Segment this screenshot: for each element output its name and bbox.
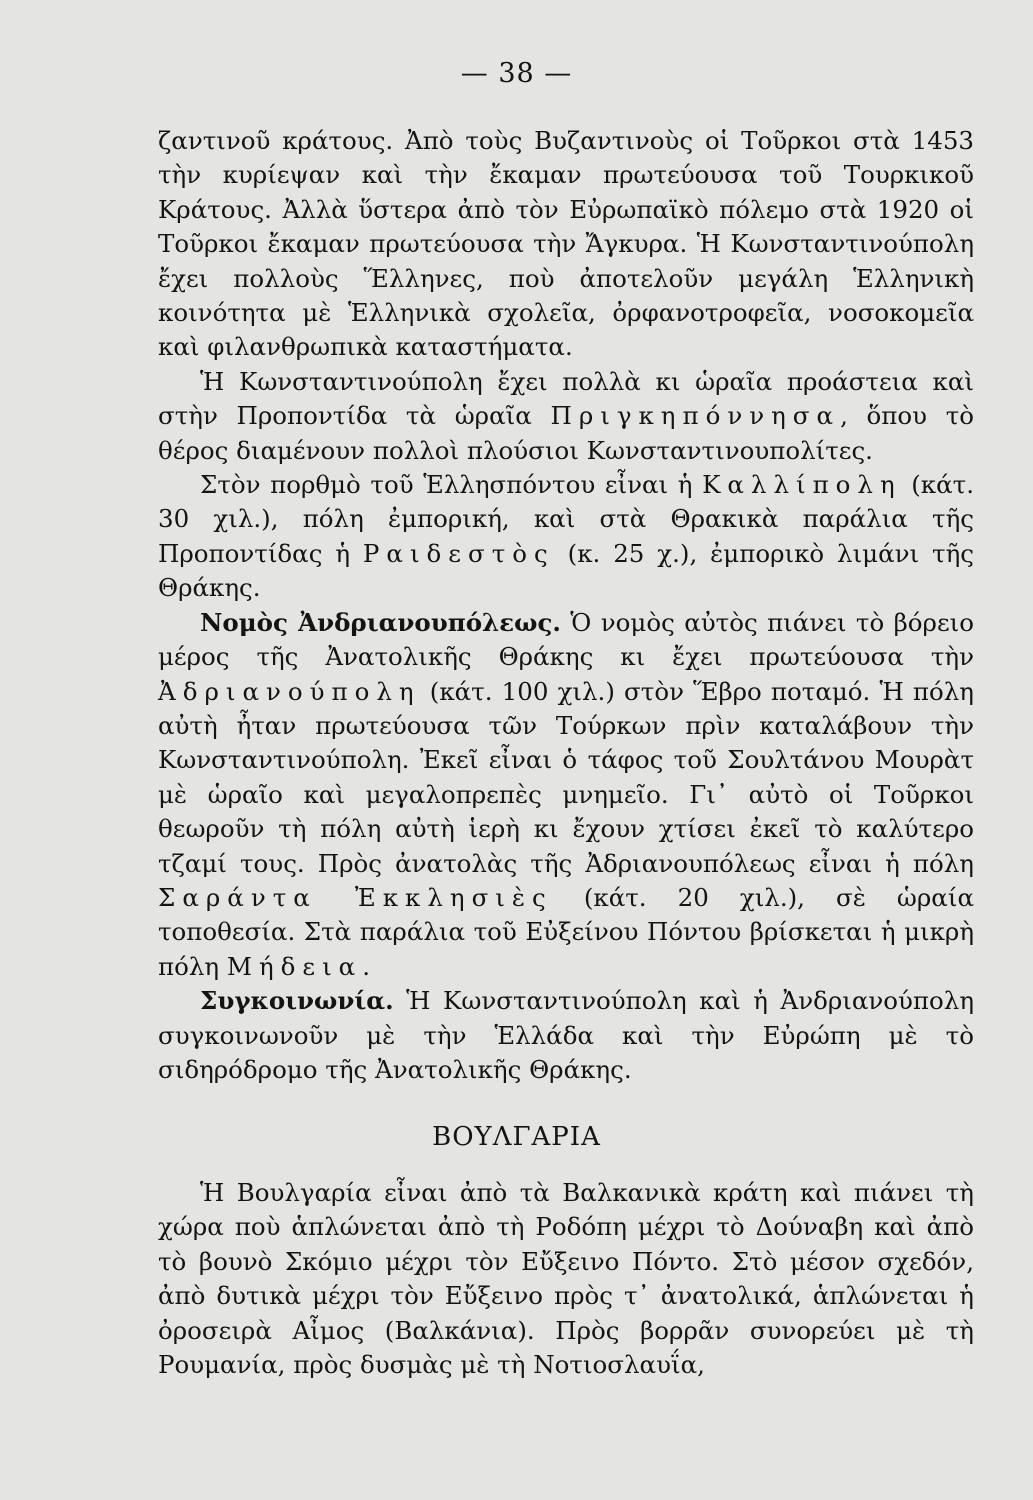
place-name-prigkiponnisa: Πριγκηπόννησα <box>550 401 841 431</box>
paragraph-communication <box>158 984 974 1087</box>
text-span: Ὁ νομὸς αὐτὸς πιάνει τὸ βόρειο μέρος τῆς Ἀνατολικῆς Θράκης κι ἔχει πρωτεύουσα τὴν <box>158 607 974 672</box>
text-span: (κάτ. 30 χιλ.), πόλη ἐμπορική, καὶ στὰ Θρακικὰ παράλια τῆς Προποντίδας ἡ <box>158 470 975 568</box>
text-span: (κ. 25 χ.), ἐμπορικὸ λιμάνι τῆς Θράκης. <box>158 538 975 603</box>
text-span: Ἡ Κωνσταντινούπολη καὶ ἡ Ἀνδριανούπολη συγκοινωνοῦν μὲ τὴν Ἑλλάδα καὶ τὴν Εὐρώπη μὲ τὸ σιδηρόδρομο τῆς Ἀνατολικῆς Θράκης. <box>158 986 974 1084</box>
subheading-communication: Συγκοινωνία. <box>200 986 394 1016</box>
place-name-kallipoli: Καλλίπολη <box>702 470 902 500</box>
section-title-bulgaria: ΒΟΥΛΓΑΡΙΑ <box>432 1122 601 1152</box>
paragraph-hellespont <box>158 468 974 606</box>
place-name-raidestos: Ραιδεστὸς <box>362 538 555 568</box>
paragraph-bulgaria: Ἡ Βουλγαρία εἶναι ἀπὸ τὰ Βαλκανικὰ κράτη καὶ πιάνει τὴ χώρα ποὺ ἁπλώνεται ἀπὸ τὴ Ροδόπη μέχρι τὸ Δούναβη καὶ ἀπὸ τὸ βουνὸ Σκόμιο μέχρι τὸν Εὔξεινο Πόντο. Στὸ μέσον σχεδόν, ἀπὸ δυτικὰ μέχρι τὸν Εὔξεινο πρὸς τ᾿ ἀνατολικά, ἁπλώνεται ἡ ὀροσειρὰ Αἶμος (Βαλκάνια). Πρὸς βορρᾶν συνορεύει μὲ τὴ Ρουμανία, πρὸς δυσμὰς μὲ τὴ Νοτιοσλαυΐα, <box>158 1178 974 1380</box>
text-span: Στὸν πορθμὸ τοῦ Ἑλλησπόντου εἶναι ἡ <box>200 470 703 500</box>
paragraph-constantinople-history: ζαντινοῦ κράτους. Ἀπὸ τοὺς Βυζαντινοὺς οἱ Τοῦρκοι στὰ 1453 τὴν κυρίεψαν καὶ τὴν ἔκαμαν πρωτεύουσα τοῦ Τουρκικοῦ Κράτους. Ἀλλὰ ὕστερα ἀπὸ τὸν Εὐρωπαϊκὸ πόλεμο στὰ 1920 οἱ Τοῦρκοι ἔκαμαν πρωτεύουσα τὴν Ἄγκυρα. Ἡ Κωνσταντινούπολη ἔχει πολλοὺς Ἕλληνες, ποὺ ἀποτελοῦν μεγάλη Ἑλληνικὴ κοινότητα μὲ Ἑλληνικὰ σχολεῖα, ὀρφανοτροφεῖα, νοσοκομεῖα καὶ φιλανθρωπικὰ καταστήματα. <box>158 126 974 362</box>
main-text-block <box>158 124 974 1087</box>
place-name-saranta-ekklisies: Σαράντα Ἐκκλησιὲς <box>158 882 553 912</box>
text-span: (κάτ. 20 χιλ.), σὲ ὡραία τοποθεσία. Στὰ παράλια τοῦ Εὐξείνου Πόντου βρίσκεται ἡ μικρὴ πόλη <box>158 882 974 981</box>
subheading-adrianople: Νομὸς Ἀνδριανουπόλεως. <box>200 607 561 637</box>
bulgaria-text-block <box>158 1176 974 1382</box>
text-span: (κάτ. 100 χιλ.) στὸν Ἕβρο ποταμό. Ἡ πόλη αὐτὴ ἦταν πρωτεύουσα τῶν Τούρκων πρὶν καταλάβουν τὴν Κωνσταντινούπολη. Ἐκεῖ εἶναι ὁ τάφος τοῦ Σουλτάνου Μουρὰτ μὲ ὡραῖο καὶ μεγαλοπρεπὲς μνημεῖο. Γι᾿ αὐτὸ οἱ Τοῦρκοι θεωροῦν τὴ πόλη αὐτὴ ἱερὴ κι ἔχουν χτίσει ἐκεῖ τὸ καλύτερο τζαμί τους. Πρὸς ἀνατολὰς τῆς Ἀδριανουπόλεως εἶναι ἡ πόλη <box>158 676 974 878</box>
text-span: Ἡ Κωνσταντινούπολη ἔχει πολλὰ κι ὡραῖα προάστεια καὶ στὴν Προποντίδα τὰ ὡραῖα <box>158 366 974 431</box>
text-span: , ὅπου τὸ θέρος διαμένουν πολλοὶ πλούσιοι Κωνσταντινουπολίτες. <box>158 401 974 465</box>
text-span: . <box>362 951 371 981</box>
paragraph-suburbs <box>158 365 974 468</box>
paragraph-adrianople-prefecture <box>158 606 974 984</box>
place-name-adrianoupoli: Ἀδριανούπολη <box>158 676 421 706</box>
place-name-mideia: Μήδεια <box>226 951 363 981</box>
page-number: — 38 — <box>460 58 573 89</box>
